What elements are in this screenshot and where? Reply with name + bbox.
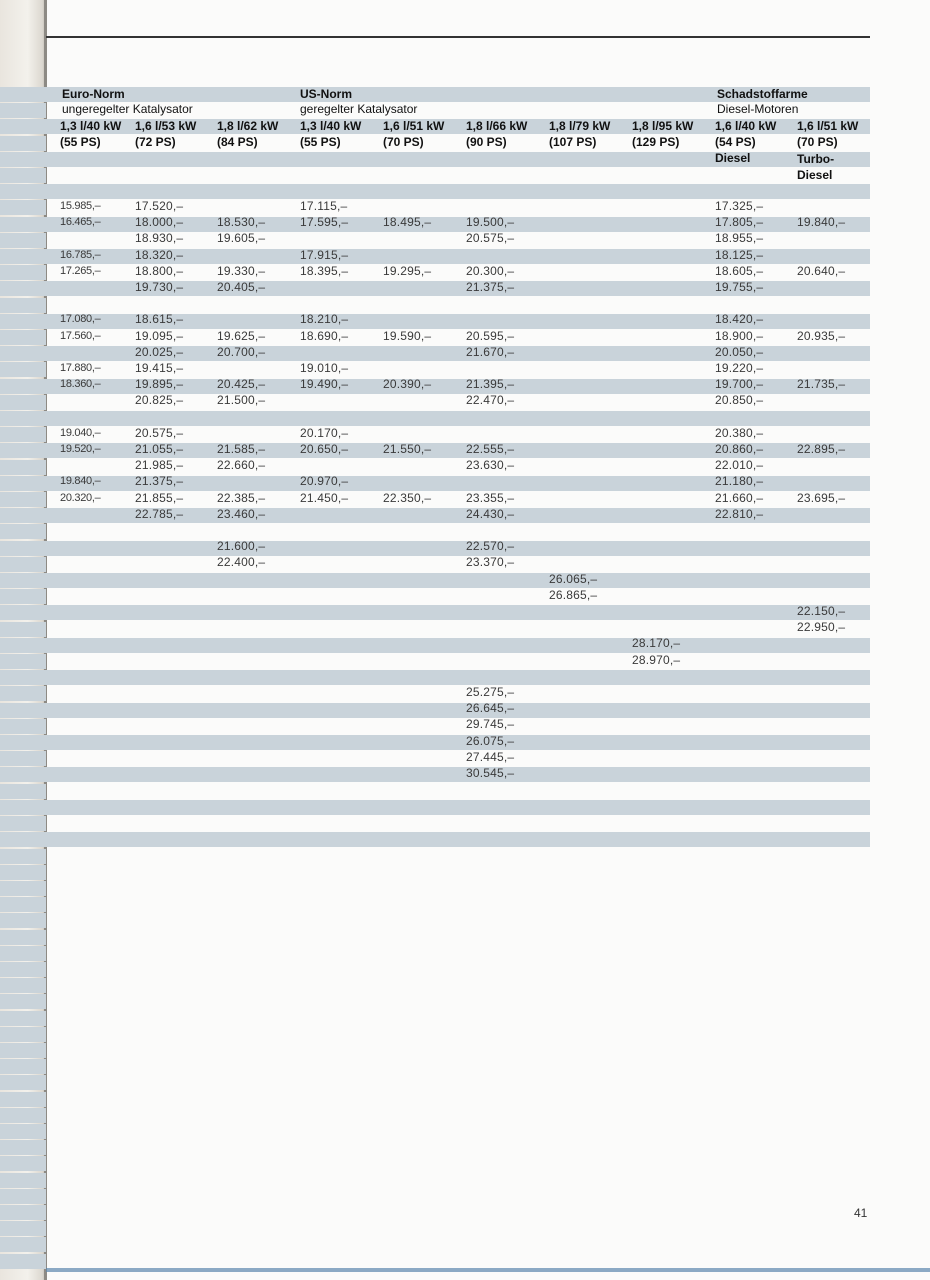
price-cell: 19.755,– — [715, 280, 764, 294]
margin-stripe — [0, 1221, 46, 1236]
price-cell: 20.575,– — [466, 231, 515, 246]
margin-stripe — [0, 1237, 46, 1252]
price-cell: 30.545,– — [466, 766, 515, 780]
price-cell: 19.840,– — [797, 215, 846, 230]
price-cell: 18.615,– — [135, 312, 184, 327]
price-cell: 22.555,– — [466, 442, 515, 456]
price-cell: 17.560,– — [60, 329, 101, 342]
column-ps-label: (54 PS) — [715, 135, 756, 149]
bottom-edge — [46, 1268, 930, 1272]
price-cell: 20.320,– — [60, 491, 101, 504]
group-title-euro: Euro-Norm — [62, 87, 125, 101]
margin-stripe — [0, 865, 46, 880]
group-title-diesel: Schadstoffarme — [717, 87, 808, 101]
margin-stripe — [0, 1205, 46, 1220]
column-ps-label: (55 PS) — [300, 135, 341, 149]
margin-stripe — [0, 1059, 46, 1074]
margin-stripe — [0, 832, 46, 847]
price-cell: 23.370,– — [466, 555, 515, 570]
price-cell: 21.180,– — [715, 474, 764, 489]
margin-stripe — [0, 1108, 46, 1123]
row-stripe — [0, 103, 46, 118]
price-cell: 17.520,– — [135, 199, 184, 213]
price-cell: 18.000,– — [135, 215, 184, 230]
price-cell: 20.425,– — [217, 377, 266, 392]
column-ps-label: (72 PS) — [135, 135, 176, 149]
price-cell: 25.275,– — [466, 685, 515, 699]
row-stripe — [0, 541, 870, 556]
group-sub-euro: ungeregelter Katalysator — [62, 102, 193, 116]
price-cell: 20.170,– — [300, 425, 349, 440]
row-stripe — [0, 832, 870, 847]
price-cell: 21.985,– — [135, 458, 184, 473]
price-cell: 20.700,– — [217, 344, 266, 359]
price-cell: 21.855,– — [135, 490, 184, 505]
price-cell: 23.355,– — [466, 490, 515, 505]
margin-stripe — [0, 816, 46, 831]
row-stripe — [0, 800, 870, 815]
price-cell: 20.970,– — [300, 474, 349, 489]
row-stripe — [0, 411, 870, 426]
price-cell: 20.300,– — [466, 263, 515, 278]
price-cell: 18.690,– — [300, 328, 349, 343]
price-cell: 20.025,– — [135, 344, 184, 359]
price-cell: 20.575,– — [135, 425, 184, 440]
row-stripe — [0, 492, 46, 507]
price-cell: 21.660,– — [715, 490, 764, 505]
margin-stripe — [0, 897, 46, 912]
price-cell: 19.730,– — [135, 280, 184, 294]
price-cell: 20.595,– — [466, 328, 515, 343]
group-sub-diesel: Diesel-Motoren — [717, 102, 799, 116]
price-cell: 21.735,– — [797, 377, 846, 392]
row-stripe — [0, 136, 46, 151]
margin-stripe — [0, 881, 46, 896]
row-stripe — [0, 784, 46, 799]
row-stripe — [0, 460, 46, 475]
price-cell: 22.350,– — [383, 490, 432, 505]
price-cell: 21.055,– — [135, 442, 184, 456]
price-cell: 21.585,– — [217, 442, 266, 456]
price-cell: 18.955,– — [715, 231, 764, 246]
row-stripe — [0, 265, 46, 280]
price-cell: 18.495,– — [383, 215, 432, 230]
price-cell: 18.930,– — [135, 231, 184, 246]
price-cell: 22.810,– — [715, 506, 764, 521]
margin-stripe — [0, 946, 46, 961]
column-ps-label: (55 PS) — [60, 135, 101, 149]
price-cell: 17.880,– — [60, 362, 101, 374]
price-cell: 28.170,– — [632, 636, 681, 651]
column-engine-label: 1,3 l/40 kW — [300, 119, 362, 133]
margin-stripe — [0, 994, 46, 1009]
margin-stripe — [0, 1043, 46, 1058]
column-fuel-label: Turbo-Diesel — [797, 152, 835, 182]
margin-stripe — [0, 1254, 46, 1269]
price-cell: 19.220,– — [715, 361, 764, 375]
price-cell: 22.010,– — [715, 458, 764, 473]
margin-stripe — [0, 1075, 46, 1090]
price-cell: 16.465,– — [60, 216, 101, 229]
row-stripe — [0, 330, 46, 345]
price-cell: 17.915,– — [300, 247, 349, 262]
price-cell: 22.150,– — [797, 604, 846, 618]
row-stripe — [0, 427, 46, 442]
price-cell: 22.950,– — [797, 620, 846, 635]
price-cell: 22.660,– — [217, 458, 266, 473]
column-engine-label: 1,3 l/40 kW — [60, 119, 122, 133]
group-title-us: US-Norm — [300, 87, 353, 101]
price-cell: 22.385,– — [217, 490, 266, 505]
column-ps-label: (90 PS) — [466, 135, 507, 149]
price-cell: 22.895,– — [797, 442, 846, 456]
price-cell: 26.075,– — [466, 733, 515, 748]
column-engine-label: 1,8 l/79 kW — [549, 119, 611, 133]
price-cell: 21.670,– — [466, 344, 515, 359]
row-stripe — [0, 362, 46, 377]
price-cell: 20.390,– — [383, 377, 432, 392]
price-cell: 28.970,– — [632, 652, 681, 667]
price-cell: 19.040,– — [60, 426, 101, 439]
price-cell: 19.590,– — [383, 328, 432, 343]
column-ps-label: (70 PS) — [797, 135, 838, 149]
row-stripe — [0, 638, 870, 653]
price-cell: 20.650,– — [300, 442, 349, 456]
margin-stripe — [0, 849, 46, 864]
price-cell: 26.645,– — [466, 701, 515, 716]
price-cell: 18.320,– — [135, 247, 184, 262]
margin-stripe — [0, 1092, 46, 1107]
price-cell: 22.400,– — [217, 555, 266, 570]
price-cell: 19.895,– — [135, 377, 184, 392]
column-ps-label: (84 PS) — [217, 135, 258, 149]
price-cell: 17.805,– — [715, 215, 764, 230]
price-cell: 27.445,– — [466, 749, 515, 764]
price-cell: 20.935,– — [797, 328, 846, 343]
price-cell: 18.395,– — [300, 263, 349, 278]
price-cell: 18.210,– — [300, 312, 349, 327]
price-cell: 20.050,– — [715, 344, 764, 359]
top-rule — [46, 36, 870, 38]
price-cell: 29.745,– — [466, 717, 515, 732]
margin-stripe — [0, 962, 46, 977]
price-cell: 23.460,– — [217, 506, 266, 521]
price-cell: 17.115,– — [300, 199, 348, 213]
price-cell: 23.630,– — [466, 458, 515, 473]
margin-stripe — [0, 913, 46, 928]
price-cell: 21.395,– — [466, 377, 515, 392]
column-engine-label: 1,6 l/53 kW — [135, 119, 197, 133]
row-stripe — [0, 622, 46, 637]
price-cell: 18.605,– — [715, 263, 764, 278]
price-cell: 19.625,– — [217, 328, 266, 343]
price-cell: 20.380,– — [715, 425, 764, 440]
price-cell: 19.010,– — [300, 361, 349, 375]
price-cell: 19.095,– — [135, 328, 184, 343]
price-cell: 17.595,– — [300, 215, 349, 230]
price-cell: 21.500,– — [217, 393, 266, 408]
price-cell: 19.330,– — [217, 263, 266, 278]
row-stripe — [0, 298, 46, 313]
row-stripe — [0, 719, 46, 734]
column-engine-label: 1,6 l/51 kW — [383, 119, 445, 133]
price-cell: 19.605,– — [217, 231, 266, 246]
price-cell: 26.065,– — [549, 571, 598, 586]
margin-stripe — [0, 1189, 46, 1204]
price-cell: 17.325,– — [715, 199, 764, 213]
column-engine-label: 1,6 l/40 kW — [715, 119, 777, 133]
row-stripe — [0, 573, 870, 588]
price-cell: 15.985,– — [60, 200, 101, 212]
column-engine-label: 1,6 l/51 kW — [797, 119, 859, 133]
row-stripe — [0, 395, 46, 410]
row-stripe — [0, 184, 870, 199]
margin-stripe — [0, 978, 46, 993]
price-cell: 26.865,– — [549, 587, 598, 602]
price-cell: 19.490,– — [300, 377, 349, 392]
group-sub-us: geregelter Katalysator — [300, 102, 418, 116]
margin-stripe — [0, 800, 46, 815]
price-cell: 20.860,– — [715, 442, 764, 456]
row-stripe — [0, 703, 870, 718]
column-ps-label: (107 PS) — [549, 135, 597, 149]
row-stripe — [0, 654, 46, 669]
column-fuel-label: Diesel — [715, 151, 751, 165]
price-cell: 23.695,– — [797, 490, 846, 505]
price-cell: 17.265,– — [60, 264, 101, 277]
row-stripe — [0, 589, 46, 604]
price-cell: 21.550,– — [383, 442, 432, 456]
price-cell: 20.850,– — [715, 393, 764, 408]
price-cell: 21.375,– — [135, 474, 184, 489]
column-engine-label: 1,8 l/95 kW — [632, 119, 694, 133]
margin-stripe — [0, 1011, 46, 1026]
row-stripe — [0, 233, 46, 248]
price-cell: 20.405,– — [217, 280, 266, 294]
page-number: 41 — [854, 1206, 868, 1220]
price-cell: 21.375,– — [466, 280, 515, 294]
margin-stripe — [0, 1124, 46, 1139]
column-engine-label: 1,8 l/62 kW — [217, 119, 279, 133]
price-cell: 21.450,– — [300, 490, 349, 505]
price-cell: 19.500,– — [466, 215, 515, 230]
price-cell: 21.600,– — [217, 539, 266, 554]
row-stripe — [0, 557, 46, 572]
row-stripe — [0, 751, 46, 766]
price-cell: 22.785,– — [135, 506, 184, 521]
price-cell: 20.825,– — [135, 393, 184, 408]
price-cell: 19.700,– — [715, 377, 764, 392]
row-stripe — [0, 670, 870, 685]
price-cell: 22.470,– — [466, 393, 515, 408]
price-cell: 18.125,– — [715, 247, 764, 262]
price-cell: 18.900,– — [715, 328, 764, 343]
price-cell: 18.420,– — [715, 312, 764, 327]
column-ps-label: (129 PS) — [632, 135, 680, 149]
row-stripe — [0, 767, 870, 782]
price-cell: 18.800,– — [135, 263, 184, 278]
margin-stripe — [0, 1140, 46, 1155]
price-cell: 16.785,– — [60, 248, 101, 261]
row-stripe — [0, 524, 46, 539]
margin-stripe — [0, 1173, 46, 1188]
price-cell: 18.530,– — [217, 215, 266, 230]
price-cell: 19.520,– — [60, 443, 101, 455]
price-cell: 20.640,– — [797, 263, 846, 278]
price-cell: 24.430,– — [466, 506, 515, 521]
row-stripe — [0, 200, 46, 215]
margin-stripe — [0, 1027, 46, 1042]
margin-stripe — [0, 1156, 46, 1171]
price-cell: 19.415,– — [135, 361, 184, 375]
row-stripe — [0, 735, 870, 750]
price-cell: 18.360,– — [60, 378, 101, 391]
price-cell: 19.840,– — [60, 475, 101, 488]
row-stripe — [0, 168, 46, 183]
column-ps-label: (70 PS) — [383, 135, 424, 149]
row-stripe — [0, 686, 46, 701]
margin-stripe — [0, 930, 46, 945]
price-cell: 19.295,– — [383, 263, 432, 278]
price-cell: 17.080,– — [60, 313, 101, 326]
row-stripe — [0, 605, 870, 620]
column-engine-label: 1,8 l/66 kW — [466, 119, 528, 133]
price-cell: 22.570,– — [466, 539, 515, 554]
